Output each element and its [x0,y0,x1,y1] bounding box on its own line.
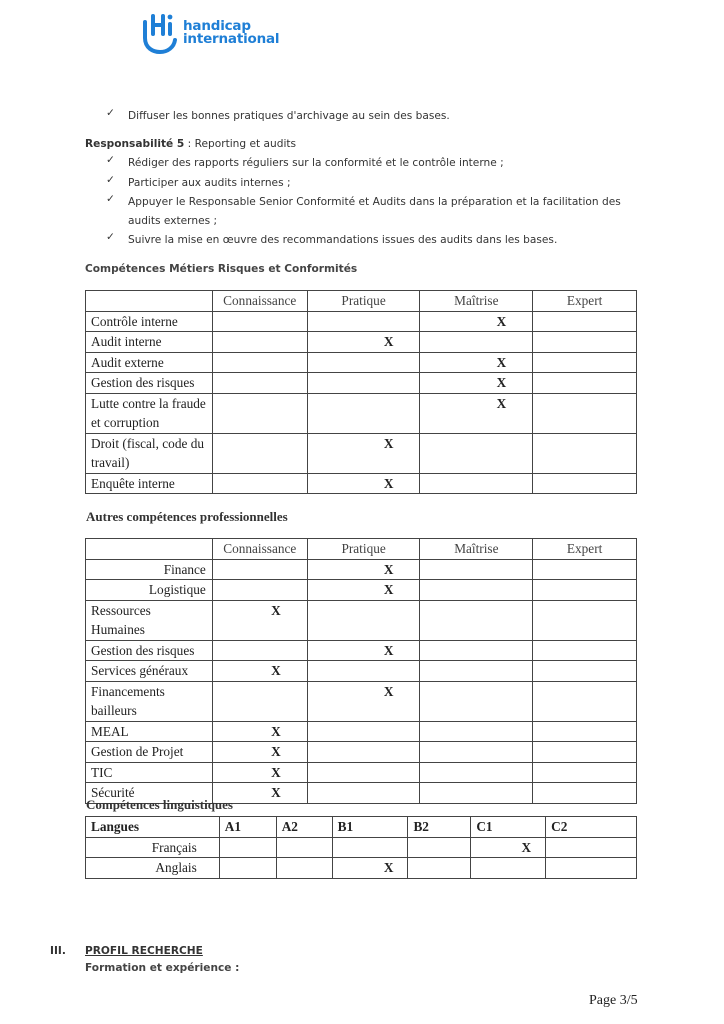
bullet-item [106,174,648,193]
section-title: PROFIL RECHERCHE [85,945,203,957]
level-cell [533,393,637,433]
level-cell [420,473,533,494]
level-cell [212,473,307,494]
level-cell [212,311,307,332]
row-label: Audit interne [86,332,213,353]
table-row [86,721,637,742]
level-cell [307,721,420,742]
level-cell [276,837,332,858]
level-cell [533,762,637,783]
level-cell [307,661,420,682]
level-cell: X [307,681,420,721]
level-cell [408,837,471,858]
level-cell [212,393,307,433]
table-row [86,681,637,721]
table-row [86,332,637,353]
level-cell [533,473,637,494]
level-cell [471,858,546,879]
header-cell: Pratique [307,539,420,560]
level-cell: X [307,473,420,494]
bullet-item [106,107,648,126]
responsibility-heading [85,138,296,150]
row-label: Lutte contre la fraude et corruption [86,393,213,433]
level-cell [420,332,533,353]
bullet-text: Diffuser les bonnes pratiques d'archivage au sein des bases. [128,110,450,122]
header-cell: Maîtrise [420,291,533,312]
level-cell [212,433,307,473]
check-icon: ✓ [106,193,115,205]
level-cell [420,742,533,763]
bullet-item [106,193,648,231]
level-cell: X [212,762,307,783]
level-cell: X [307,580,420,601]
logo-line-1: handicap [183,18,251,34]
row-label: Sécurité [86,783,213,804]
header-cell: Connaissance [212,539,307,560]
level-cell [420,600,533,640]
risk-table-title: Compétences Métiers Risques et Conformités [85,263,358,275]
level-cell: X [212,721,307,742]
level-cell: X [332,858,408,879]
level-cell: X [420,393,533,433]
row-label: Gestion de Projet [86,742,213,763]
level-cell [408,858,471,879]
level-cell [533,600,637,640]
table-row [86,858,637,879]
lang-table-title: Compétences linguistiques [86,797,233,812]
section-subtitle: Formation et expérience : [85,962,240,974]
level-cell [307,373,420,394]
level-cell: X [471,837,546,858]
row-label: Services généraux [86,661,213,682]
page-number: Page 3/5 [589,993,638,1008]
level-cell [533,681,637,721]
header-cell: B2 [408,817,471,838]
level-cell [307,352,420,373]
check-icon: ✓ [106,231,115,243]
level-cell [420,559,533,580]
level-cell: X [420,352,533,373]
level-cell [420,783,533,804]
row-label: Financements bailleurs [86,681,213,721]
level-cell [420,681,533,721]
level-cell [276,858,332,879]
table-row [86,559,637,580]
header-cell: Langues [86,817,220,838]
table-row [86,393,637,433]
row-label: Audit externe [86,352,213,373]
header-cell: Expert [533,291,637,312]
level-cell [533,721,637,742]
level-cell [332,837,408,858]
level-cell [212,373,307,394]
bullet-text: Appuyer le Responsable Senior Conformité et Audits dans la préparation et la facilitation des audits externes ; [128,196,621,227]
header-cell [86,291,213,312]
bullet-text: Participer aux audits internes ; [128,177,291,189]
level-cell [219,858,276,879]
header-cell: A1 [219,817,276,838]
level-cell: X [212,661,307,682]
bullet-text: Rédiger des rapports réguliers sur la conformité et le contrôle interne ; [128,157,504,169]
logo-line-2: international [183,31,280,47]
logo-wordmark [183,20,279,46]
level-cell [212,681,307,721]
table-row [86,600,637,640]
header-cell: C1 [471,817,546,838]
section-heading [50,945,203,957]
header-cell: Connaissance [212,291,307,312]
responsibility-title: Reporting et audits [194,138,297,150]
table-row [86,352,637,373]
language-competences-table [85,816,637,879]
header-cell: A2 [276,817,332,838]
check-icon: ✓ [106,154,115,166]
level-cell [420,721,533,742]
bullet-text: Suivre la mise en œuvre des recommandations issues des audits dans les bases. [128,234,558,246]
row-label: TIC [86,762,213,783]
level-cell: X [212,742,307,763]
level-cell [533,352,637,373]
level-cell [420,433,533,473]
level-cell [307,311,420,332]
level-cell: X [307,559,420,580]
table-row [86,473,637,494]
level-cell [212,580,307,601]
level-cell [420,661,533,682]
level-cell [533,661,637,682]
level-cell [307,783,420,804]
level-cell: X [420,311,533,332]
table-header-row [86,291,637,312]
level-cell: X [212,783,307,804]
check-icon: ✓ [106,174,115,186]
level-cell [533,373,637,394]
table-header-row [86,817,637,838]
level-cell [307,600,420,640]
row-label: Gestion des risques [86,373,213,394]
row-label: Français [86,837,220,858]
section-number: III. [50,945,66,957]
level-cell [212,559,307,580]
table-row [86,640,637,661]
table-row [86,580,637,601]
level-cell [533,580,637,601]
row-label: MEAL [86,721,213,742]
header-cell [86,539,213,560]
level-cell [420,580,533,601]
table-row [86,742,637,763]
check-icon: ✓ [106,107,115,119]
row-label: Finance [86,559,213,580]
level-cell [212,352,307,373]
header-cell: C2 [546,817,637,838]
responsibility-separator: : [184,138,195,150]
bullet-item [106,231,648,250]
row-label: Enquête interne [86,473,213,494]
table-row [86,373,637,394]
table-row [86,433,637,473]
level-cell [533,433,637,473]
other-table-title: Autres compétences professionnelles [86,509,288,524]
risk-competences-table [85,290,637,494]
level-cell [533,742,637,763]
level-cell [546,858,637,879]
header-cell: Maîtrise [420,539,533,560]
level-cell [533,311,637,332]
level-cell [307,742,420,763]
level-cell [307,762,420,783]
level-cell [420,640,533,661]
header-cell: Expert [533,539,637,560]
level-cell: X [307,433,420,473]
header-cell: B1 [332,817,408,838]
row-label: Gestion des risques [86,640,213,661]
level-cell [219,837,276,858]
level-cell [212,640,307,661]
row-label: Droit (fiscal, code du travail) [86,433,213,473]
level-cell [533,332,637,353]
hi-hand-logo-icon [141,12,179,54]
level-cell [307,393,420,433]
row-label: Logistique [86,580,213,601]
level-cell: X [307,640,420,661]
level-cell [212,332,307,353]
bullet-item [106,154,648,173]
level-cell [546,837,637,858]
table-row [86,311,637,332]
header-cell: Pratique [307,291,420,312]
level-cell [533,559,637,580]
level-cell: X [420,373,533,394]
level-cell [420,762,533,783]
table-row [86,661,637,682]
level-cell [533,640,637,661]
row-label: Contrôle interne [86,311,213,332]
other-competences-table [85,538,637,804]
level-cell: X [307,332,420,353]
responsibility-label: Responsabilité 5 [85,138,185,150]
row-label: Anglais [86,858,220,879]
handicap-international-logo [141,12,279,54]
table-header-row [86,539,637,560]
table-row [86,837,637,858]
table-row [86,762,637,783]
level-cell [533,783,637,804]
row-label: Ressources Humaines [86,600,213,640]
level-cell: X [212,600,307,640]
